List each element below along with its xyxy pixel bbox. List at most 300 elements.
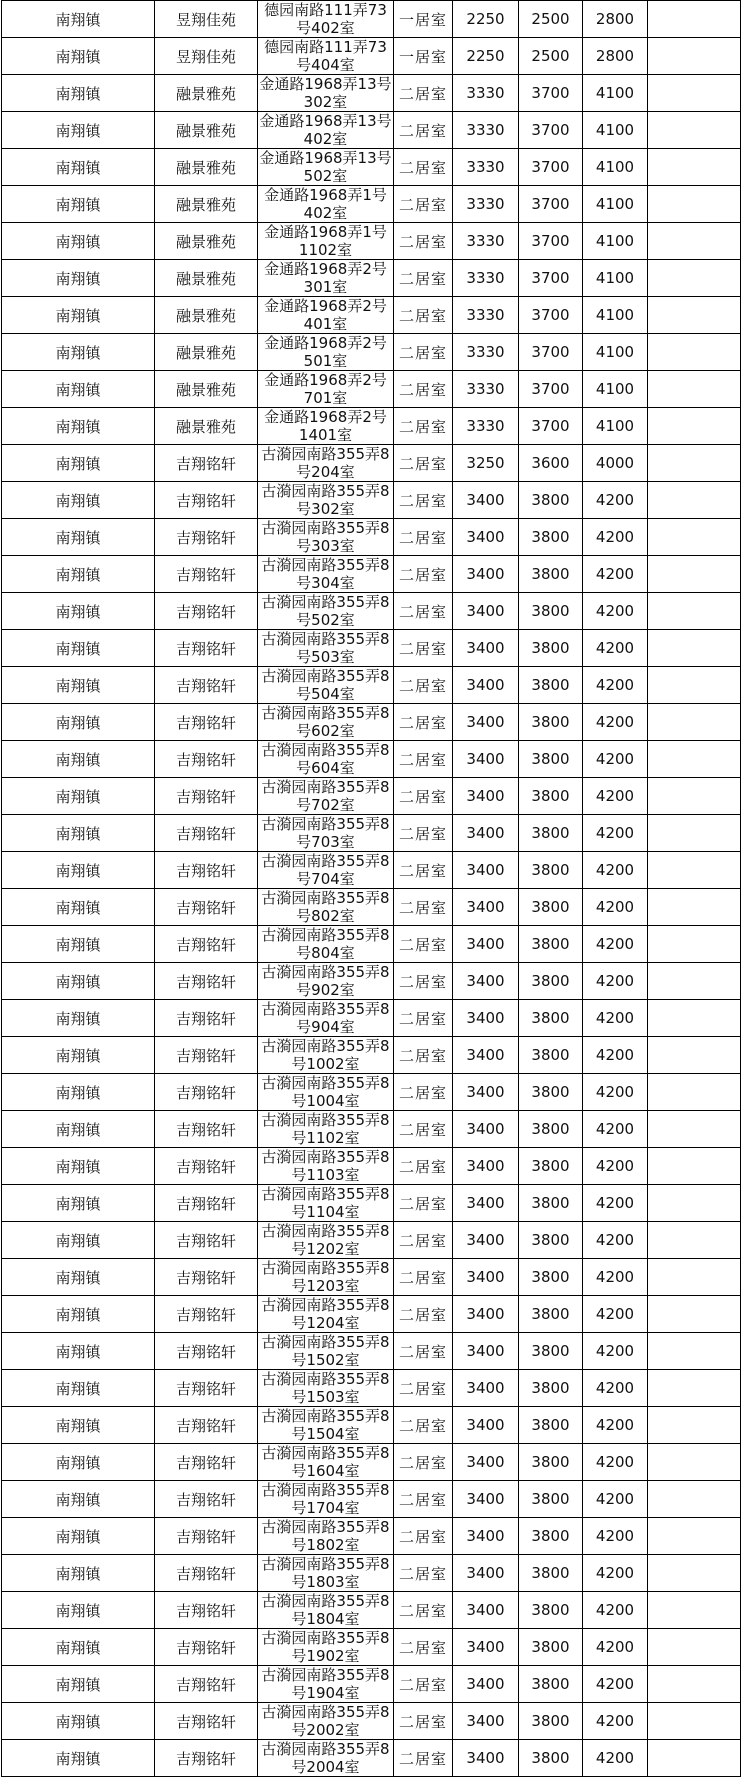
estate-cell: 吉翔铭轩 — [155, 1592, 258, 1629]
address-line-1: 古漪园南路355弄8 — [261, 852, 390, 870]
town-cell: 南翔镇 — [2, 1296, 155, 1333]
address-cell — [258, 1037, 394, 1074]
blank-cell — [648, 556, 741, 593]
address-line-2: 号1103室 — [291, 1166, 360, 1184]
price-3-cell: 4200 — [583, 778, 648, 815]
estate-cell: 吉翔铭轩 — [155, 1370, 258, 1407]
price-2-cell: 3800 — [519, 1185, 583, 1222]
price-2-cell: 3700 — [519, 186, 583, 223]
address-line-1: 德园南路111弄73 — [264, 1, 387, 19]
table-row — [2, 963, 741, 1000]
price-1-cell: 3400 — [453, 926, 519, 963]
town-cell: 南翔镇 — [2, 1148, 155, 1185]
address-line-1: 古漪园南路355弄8 — [261, 1407, 390, 1425]
price-2-cell: 3700 — [519, 371, 583, 408]
price-1-cell: 3400 — [453, 1518, 519, 1555]
price-2-cell: 3800 — [519, 667, 583, 704]
room-type-cell: 二居室 — [394, 1740, 453, 1777]
price-3-cell: 4200 — [583, 741, 648, 778]
price-2-cell: 3800 — [519, 1370, 583, 1407]
estate-cell: 吉翔铭轩 — [155, 1333, 258, 1370]
table-row — [2, 1222, 741, 1259]
estate-cell: 吉翔铭轩 — [155, 1407, 258, 1444]
address-line-2: 号1004室 — [291, 1092, 360, 1110]
price-3-cell: 4100 — [583, 112, 648, 149]
price-2-cell: 3800 — [519, 1518, 583, 1555]
price-2-cell: 3700 — [519, 334, 583, 371]
address-line-1: 古漪园南路355弄8 — [261, 1296, 390, 1314]
price-2-cell: 3700 — [519, 149, 583, 186]
estate-cell: 吉翔铭轩 — [155, 630, 258, 667]
address-cell — [258, 1074, 394, 1111]
address-cell — [258, 1185, 394, 1222]
address-cell — [258, 1703, 394, 1740]
blank-cell — [648, 260, 741, 297]
price-1-cell: 3330 — [453, 297, 519, 334]
estate-cell: 吉翔铭轩 — [155, 963, 258, 1000]
town-cell: 南翔镇 — [2, 1, 155, 38]
address-line-2: 号504室 — [296, 685, 355, 703]
price-2-cell: 3800 — [519, 630, 583, 667]
town-cell: 南翔镇 — [2, 1333, 155, 1370]
blank-cell — [648, 371, 741, 408]
price-3-cell: 4200 — [583, 1222, 648, 1259]
room-type-cell: 二居室 — [394, 297, 453, 334]
table-row — [2, 1407, 741, 1444]
table-row — [2, 556, 741, 593]
town-cell: 南翔镇 — [2, 1444, 155, 1481]
price-1-cell: 3400 — [453, 1592, 519, 1629]
price-3-cell: 2800 — [583, 38, 648, 75]
room-type-cell: 一居室 — [394, 1, 453, 38]
estate-cell: 吉翔铭轩 — [155, 1296, 258, 1333]
table-row — [2, 75, 741, 112]
blank-cell — [648, 482, 741, 519]
price-3-cell: 4200 — [583, 1629, 648, 1666]
address-line-2: 1401室 — [298, 426, 353, 444]
price-2-cell: 3800 — [519, 1407, 583, 1444]
blank-cell — [648, 1407, 741, 1444]
town-cell: 南翔镇 — [2, 1518, 155, 1555]
address-cell — [258, 1518, 394, 1555]
price-1-cell: 3400 — [453, 1629, 519, 1666]
address-line-2: 号902室 — [296, 981, 355, 999]
address-cell — [258, 1407, 394, 1444]
price-3-cell: 4100 — [583, 408, 648, 445]
address-cell — [258, 334, 394, 371]
address-line-2: 号702室 — [296, 796, 355, 814]
room-type-cell: 二居室 — [394, 815, 453, 852]
price-1-cell: 3330 — [453, 223, 519, 260]
estate-cell: 吉翔铭轩 — [155, 1629, 258, 1666]
blank-cell — [648, 926, 741, 963]
town-cell: 南翔镇 — [2, 371, 155, 408]
address-cell — [258, 889, 394, 926]
address-cell — [258, 223, 394, 260]
blank-cell — [648, 1592, 741, 1629]
price-3-cell: 4200 — [583, 1296, 648, 1333]
price-3-cell: 4200 — [583, 482, 648, 519]
address-line-2: 号704室 — [296, 870, 355, 888]
estate-cell: 吉翔铭轩 — [155, 889, 258, 926]
town-cell: 南翔镇 — [2, 630, 155, 667]
price-3-cell: 4100 — [583, 334, 648, 371]
estate-cell: 融景雅苑 — [155, 297, 258, 334]
room-type-cell: 二居室 — [394, 149, 453, 186]
town-cell: 南翔镇 — [2, 334, 155, 371]
address-line-1: 古漪园南路355弄8 — [261, 778, 390, 796]
address-line-1: 金通路1968弄1号 — [264, 223, 387, 241]
town-cell: 南翔镇 — [2, 852, 155, 889]
blank-cell — [648, 852, 741, 889]
price-1-cell: 3400 — [453, 1370, 519, 1407]
address-line-2: 402室 — [303, 130, 348, 148]
town-cell: 南翔镇 — [2, 1629, 155, 1666]
price-1-cell: 3400 — [453, 704, 519, 741]
blank-cell — [648, 1740, 741, 1777]
price-2-cell: 3800 — [519, 1740, 583, 1777]
table-row — [2, 186, 741, 223]
table-row — [2, 1037, 741, 1074]
address-line-1: 古漪园南路355弄8 — [261, 1333, 390, 1351]
room-type-cell: 二居室 — [394, 741, 453, 778]
price-3-cell: 4100 — [583, 75, 648, 112]
price-3-cell: 4200 — [583, 1000, 648, 1037]
estate-cell: 融景雅苑 — [155, 186, 258, 223]
price-3-cell: 4200 — [583, 1481, 648, 1518]
town-cell: 南翔镇 — [2, 963, 155, 1000]
address-cell — [258, 408, 394, 445]
price-2-cell: 3700 — [519, 297, 583, 334]
price-3-cell: 4100 — [583, 186, 648, 223]
estate-cell: 吉翔铭轩 — [155, 741, 258, 778]
table-row — [2, 1703, 741, 1740]
price-2-cell: 3800 — [519, 1148, 583, 1185]
town-cell: 南翔镇 — [2, 149, 155, 186]
blank-cell — [648, 1, 741, 38]
price-3-cell: 4200 — [583, 1148, 648, 1185]
table-row — [2, 1740, 741, 1777]
room-type-cell: 二居室 — [394, 1592, 453, 1629]
town-cell: 南翔镇 — [2, 519, 155, 556]
town-cell: 南翔镇 — [2, 1370, 155, 1407]
address-line-1: 古漪园南路355弄8 — [261, 889, 390, 907]
blank-cell — [648, 667, 741, 704]
table-row — [2, 741, 741, 778]
price-3-cell: 4100 — [583, 260, 648, 297]
price-3-cell: 4200 — [583, 1037, 648, 1074]
town-cell: 南翔镇 — [2, 1666, 155, 1703]
estate-cell: 吉翔铭轩 — [155, 667, 258, 704]
estate-cell: 吉翔铭轩 — [155, 1222, 258, 1259]
price-3-cell: 4200 — [583, 815, 648, 852]
table-row — [2, 445, 741, 482]
blank-cell — [648, 741, 741, 778]
table-row — [2, 519, 741, 556]
room-type-cell: 二居室 — [394, 667, 453, 704]
room-type-cell: 二居室 — [394, 852, 453, 889]
price-2-cell: 3600 — [519, 445, 583, 482]
price-2-cell: 3800 — [519, 704, 583, 741]
address-line-2: 号804室 — [296, 944, 355, 962]
table-row — [2, 1148, 741, 1185]
table-row — [2, 1074, 741, 1111]
price-1-cell: 3400 — [453, 741, 519, 778]
address-line-1: 古漪园南路355弄8 — [261, 1148, 390, 1166]
price-3-cell: 4200 — [583, 1592, 648, 1629]
price-3-cell: 4200 — [583, 889, 648, 926]
address-cell — [258, 593, 394, 630]
address-cell — [258, 741, 394, 778]
town-cell: 南翔镇 — [2, 223, 155, 260]
price-2-cell: 2500 — [519, 38, 583, 75]
table-row — [2, 926, 741, 963]
table-row — [2, 1185, 741, 1222]
blank-cell — [648, 1333, 741, 1370]
address-line-2: 号602室 — [296, 722, 355, 740]
price-1-cell: 3400 — [453, 630, 519, 667]
address-cell — [258, 1444, 394, 1481]
address-line-1: 古漪园南路355弄8 — [261, 1703, 390, 1721]
price-2-cell: 3800 — [519, 1333, 583, 1370]
table-row — [2, 1111, 741, 1148]
table-row — [2, 260, 741, 297]
price-1-cell: 3330 — [453, 186, 519, 223]
table-row — [2, 1481, 741, 1518]
blank-cell — [648, 1259, 741, 1296]
blank-cell — [648, 223, 741, 260]
estate-cell: 吉翔铭轩 — [155, 445, 258, 482]
address-line-2: 号904室 — [296, 1018, 355, 1036]
price-1-cell: 3400 — [453, 963, 519, 1000]
address-line-2: 402室 — [303, 204, 348, 222]
town-cell: 南翔镇 — [2, 1222, 155, 1259]
price-1-cell: 3400 — [453, 1111, 519, 1148]
room-type-cell: 二居室 — [394, 186, 453, 223]
table-row — [2, 1333, 741, 1370]
town-cell: 南翔镇 — [2, 1407, 155, 1444]
price-1-cell: 3400 — [453, 1296, 519, 1333]
price-3-cell: 4200 — [583, 556, 648, 593]
address-line-2: 1102室 — [298, 241, 353, 259]
price-2-cell: 3700 — [519, 112, 583, 149]
address-line-1: 古漪园南路355弄8 — [261, 445, 390, 463]
town-cell: 南翔镇 — [2, 1555, 155, 1592]
table-row — [2, 297, 741, 334]
room-type-cell: 二居室 — [394, 1037, 453, 1074]
price-3-cell: 4200 — [583, 1259, 648, 1296]
price-3-cell: 4200 — [583, 630, 648, 667]
estate-cell: 吉翔铭轩 — [155, 1444, 258, 1481]
room-type-cell: 二居室 — [394, 778, 453, 815]
estate-cell: 融景雅苑 — [155, 260, 258, 297]
town-cell: 南翔镇 — [2, 889, 155, 926]
town-cell: 南翔镇 — [2, 445, 155, 482]
blank-cell — [648, 334, 741, 371]
price-3-cell: 4200 — [583, 963, 648, 1000]
price-2-cell: 3800 — [519, 1481, 583, 1518]
address-line-1: 古漪园南路355弄8 — [261, 1629, 390, 1647]
blank-cell — [648, 1703, 741, 1740]
price-1-cell: 2250 — [453, 38, 519, 75]
address-cell — [258, 297, 394, 334]
address-line-2: 号2002室 — [291, 1721, 360, 1739]
address-line-1: 古漪园南路355弄8 — [261, 815, 390, 833]
town-cell: 南翔镇 — [2, 75, 155, 112]
town-cell: 南翔镇 — [2, 297, 155, 334]
address-line-2: 号1803室 — [291, 1573, 360, 1591]
address-line-2: 号1604室 — [291, 1462, 360, 1480]
address-cell — [258, 556, 394, 593]
room-type-cell: 二居室 — [394, 1259, 453, 1296]
price-1-cell: 3400 — [453, 593, 519, 630]
price-2-cell: 3800 — [519, 963, 583, 1000]
address-line-1: 金通路1968弄2号 — [264, 260, 387, 278]
blank-cell — [648, 704, 741, 741]
room-type-cell: 二居室 — [394, 593, 453, 630]
price-3-cell: 4200 — [583, 1444, 648, 1481]
address-line-2: 号1904室 — [291, 1684, 360, 1702]
table-row — [2, 1666, 741, 1703]
estate-cell: 融景雅苑 — [155, 334, 258, 371]
address-line-1: 金通路1968弄13号 — [259, 149, 392, 167]
address-line-1: 古漪园南路355弄8 — [261, 1592, 390, 1610]
room-type-cell: 二居室 — [394, 1333, 453, 1370]
blank-cell — [648, 1111, 741, 1148]
address-line-2: 号303室 — [296, 537, 355, 555]
estate-cell: 融景雅苑 — [155, 371, 258, 408]
address-cell — [258, 75, 394, 112]
address-cell — [258, 1333, 394, 1370]
town-cell: 南翔镇 — [2, 926, 155, 963]
town-cell: 南翔镇 — [2, 38, 155, 75]
estate-cell: 吉翔铭轩 — [155, 519, 258, 556]
town-cell: 南翔镇 — [2, 112, 155, 149]
table-row — [2, 1518, 741, 1555]
price-1-cell: 3400 — [453, 778, 519, 815]
table-row — [2, 1629, 741, 1666]
town-cell: 南翔镇 — [2, 667, 155, 704]
estate-cell: 吉翔铭轩 — [155, 1481, 258, 1518]
room-type-cell: 二居室 — [394, 630, 453, 667]
room-type-cell: 二居室 — [394, 704, 453, 741]
room-type-cell: 二居室 — [394, 223, 453, 260]
price-2-cell: 3800 — [519, 1259, 583, 1296]
estate-cell: 吉翔铭轩 — [155, 778, 258, 815]
price-3-cell: 4200 — [583, 667, 648, 704]
price-1-cell: 3330 — [453, 408, 519, 445]
price-3-cell: 4200 — [583, 1666, 648, 1703]
address-line-1: 古漪园南路355弄8 — [261, 741, 390, 759]
table-row — [2, 334, 741, 371]
table-row — [2, 593, 741, 630]
blank-cell — [648, 889, 741, 926]
address-cell — [258, 38, 394, 75]
blank-cell — [648, 1666, 741, 1703]
estate-cell: 吉翔铭轩 — [155, 1740, 258, 1777]
price-2-cell: 3800 — [519, 1074, 583, 1111]
price-1-cell: 3400 — [453, 482, 519, 519]
blank-cell — [648, 1481, 741, 1518]
town-cell: 南翔镇 — [2, 556, 155, 593]
room-type-cell: 二居室 — [394, 556, 453, 593]
address-line-1: 古漪园南路355弄8 — [261, 482, 390, 500]
room-type-cell: 二居室 — [394, 1185, 453, 1222]
address-line-1: 古漪园南路355弄8 — [261, 704, 390, 722]
address-line-1: 古漪园南路355弄8 — [261, 1074, 390, 1092]
price-3-cell: 4200 — [583, 1518, 648, 1555]
price-2-cell: 3800 — [519, 1000, 583, 1037]
address-line-2: 号1203室 — [291, 1277, 360, 1295]
room-type-cell: 二居室 — [394, 1296, 453, 1333]
address-cell — [258, 1111, 394, 1148]
estate-cell: 融景雅苑 — [155, 223, 258, 260]
blank-cell — [648, 1518, 741, 1555]
price-3-cell: 4200 — [583, 1407, 648, 1444]
address-cell — [258, 1555, 394, 1592]
estate-cell: 吉翔铭轩 — [155, 704, 258, 741]
town-cell: 南翔镇 — [2, 482, 155, 519]
room-type-cell: 二居室 — [394, 112, 453, 149]
town-cell: 南翔镇 — [2, 1259, 155, 1296]
price-1-cell: 3330 — [453, 75, 519, 112]
blank-cell — [648, 1185, 741, 1222]
town-cell: 南翔镇 — [2, 186, 155, 223]
price-2-cell: 3800 — [519, 1592, 583, 1629]
room-type-cell: 二居室 — [394, 1481, 453, 1518]
address-cell — [258, 704, 394, 741]
address-line-1: 古漪园南路355弄8 — [261, 556, 390, 574]
address-cell — [258, 815, 394, 852]
estate-cell: 吉翔铭轩 — [155, 482, 258, 519]
price-2-cell: 3800 — [519, 889, 583, 926]
town-cell: 南翔镇 — [2, 593, 155, 630]
blank-cell — [648, 815, 741, 852]
estate-cell: 吉翔铭轩 — [155, 815, 258, 852]
table-row — [2, 1000, 741, 1037]
room-type-cell: 二居室 — [394, 445, 453, 482]
address-line-1: 古漪园南路355弄8 — [261, 1740, 390, 1758]
address-line-1: 古漪园南路355弄8 — [261, 926, 390, 944]
room-type-cell: 二居室 — [394, 963, 453, 1000]
blank-cell — [648, 1444, 741, 1481]
address-line-1: 德园南路111弄73 — [264, 38, 387, 56]
price-1-cell: 3400 — [453, 1148, 519, 1185]
address-line-2: 号1802室 — [291, 1536, 360, 1554]
address-line-2: 501室 — [303, 352, 348, 370]
estate-cell: 吉翔铭轩 — [155, 1666, 258, 1703]
price-3-cell: 4100 — [583, 297, 648, 334]
price-1-cell: 3400 — [453, 1481, 519, 1518]
price-3-cell: 4100 — [583, 223, 648, 260]
address-cell — [258, 445, 394, 482]
address-line-2: 号1104室 — [291, 1203, 360, 1221]
price-3-cell: 4200 — [583, 1333, 648, 1370]
room-type-cell: 二居室 — [394, 926, 453, 963]
price-2-cell: 3800 — [519, 1629, 583, 1666]
table-row — [2, 1259, 741, 1296]
price-1-cell: 3400 — [453, 1407, 519, 1444]
table-body — [2, 1, 741, 1777]
estate-cell: 吉翔铭轩 — [155, 593, 258, 630]
town-cell: 南翔镇 — [2, 778, 155, 815]
town-cell: 南翔镇 — [2, 1111, 155, 1148]
price-1-cell: 3400 — [453, 1259, 519, 1296]
address-cell — [258, 186, 394, 223]
price-1-cell: 3400 — [453, 519, 519, 556]
address-line-1: 古漪园南路355弄8 — [261, 1000, 390, 1018]
price-2-cell: 3800 — [519, 1666, 583, 1703]
